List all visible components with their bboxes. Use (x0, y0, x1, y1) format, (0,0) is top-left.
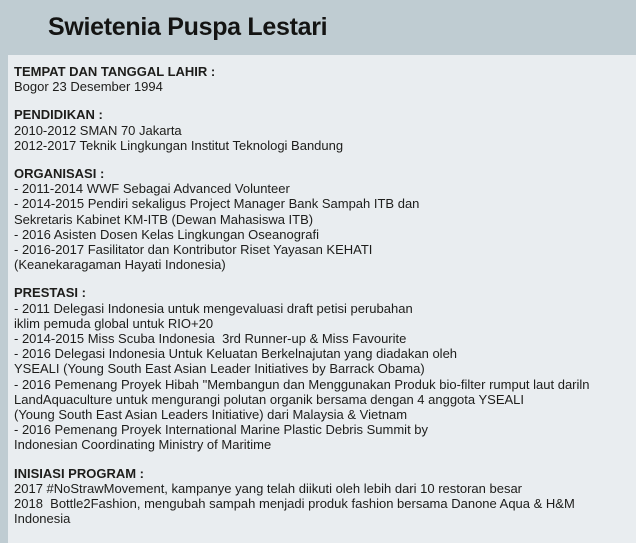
section-line: (Young South East Asian Leaders Initiative) dari Malaysia & Vietnam (14, 407, 408, 423)
section-line: Sekretaris Kabinet KM-ITB (Dewan Mahasiswa ITB) (14, 211, 314, 227)
section-line: 2018 Bottle2Fashion, mengubah sampah menjadi produk fashion bersama Danone Aqua & H&M (14, 496, 575, 512)
section-line: 2010-2012 SMAN 70 Jakarta (14, 122, 182, 138)
section-organisasi (14, 166, 632, 272)
section-line: 2017 #NoStrawMovement, kampanye yang telah diikuti oleh lebih dari 10 restoran besar (14, 480, 523, 496)
page-title: Swietenia Puspa Lestari (48, 13, 328, 41)
section-prestasi (14, 285, 632, 452)
section-line: - 2016 Asisten Dosen Kelas Lingkungan Oseanografi (14, 226, 319, 242)
section-line: Bogor 23 Desember 1994 (14, 79, 163, 95)
section-line: - 2011 Delegasi Indonesia untuk mengevaluasi draft petisi perubahan (14, 300, 413, 316)
content-panel (8, 55, 636, 543)
section-line: - 2011-2014 WWF Sebagai Advanced Volunteer (14, 181, 290, 197)
section-line: - 2016 Pemenang Proyek International Marine Plastic Debris Summit by (14, 422, 429, 438)
section-line: LandAquaculture untuk mengurangi polutan organik bersama dengan 4 anggota YSEALI (14, 391, 525, 407)
section-line: - 2016 Delegasi Indonesia Untuk Keluatan Berkelnajutan yang diadakan oleh (14, 346, 458, 362)
section-heading: ORGANISASI : (14, 166, 105, 182)
section-line: - 2014-2015 Miss Scuba Indonesia 3rd Runner-up & Miss Favourite (14, 331, 407, 347)
section-heading: PRESTASI : (14, 285, 86, 301)
section-heading: PENDIDIKAN : (14, 107, 103, 123)
section-line: YSEALI (Young South East Asian Leader Initiatives by Barrack Obama) (14, 361, 425, 377)
header-band (0, 0, 636, 55)
section-tempat-tanggal-lahir (14, 64, 632, 94)
section-inisiasi-program (14, 466, 632, 527)
section-line: - 2016 Pemenang Proyek Hibah "Membangun dan Menggunakan Produk bio-filter rumput laut dariln (14, 376, 590, 392)
section-line: - 2016-2017 Fasilitator dan Kontributor Riset Yayasan KEHATI (14, 242, 373, 258)
section-heading: TEMPAT DAN TANGGAL LAHIR : (14, 64, 216, 79)
section-line: (Keanekaragaman Hayati Indonesia) (14, 257, 226, 273)
section-line: iklim pemuda global untuk RIO+20 (14, 315, 214, 331)
section-line: Indonesian Coordinating Ministry of Maritime (14, 437, 272, 453)
section-pendidikan (14, 107, 632, 153)
section-line: Indonesia (14, 511, 71, 527)
section-line: 2012-2017 Teknik Lingkungan Institut Teknologi Bandung (14, 137, 344, 153)
section-line: - 2014-2015 Pendiri sekaligus Project Manager Bank Sampah ITB dan (14, 196, 420, 212)
section-heading: INISIASI PROGRAM : (14, 465, 145, 481)
